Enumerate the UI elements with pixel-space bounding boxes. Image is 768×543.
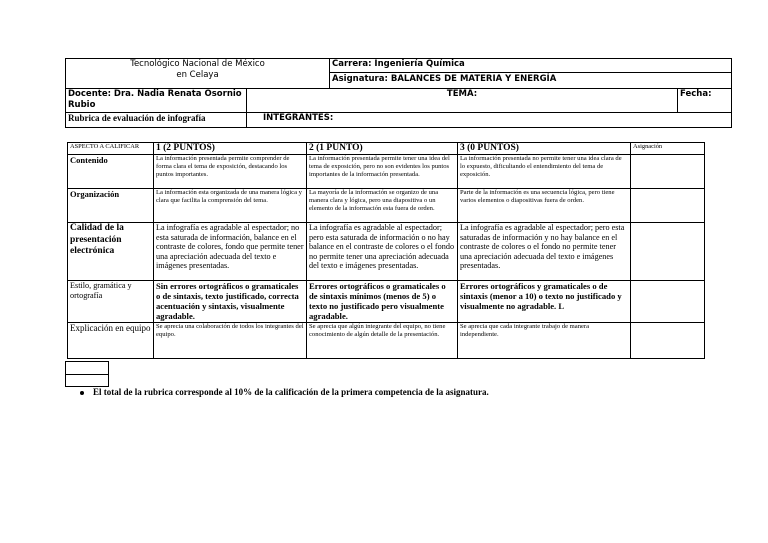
score-header: Asignación: [631, 143, 705, 155]
docente-name: Docente: Dra. Nadia Renata Osornio: [68, 89, 242, 99]
criterion-cell: Se aprecia que cada integrante trabajo de manera independiente.: [458, 323, 631, 359]
level-3-header: 3 (0 PUNTOS): [458, 143, 631, 155]
carrera-label: Carrera: Ingeniería Química: [330, 59, 731, 73]
total-box: [65, 361, 109, 375]
aspect-label: Organización: [68, 189, 154, 223]
criterion-cell: La información presentada permite comprender de forma clara el tema de exposición, destacando los puntos importantes.: [154, 155, 307, 189]
bullet-icon: [80, 391, 84, 395]
institution-name: Tecnológico Nacional de México: [130, 59, 265, 69]
score-cell: [631, 155, 705, 189]
institution-cell: [66, 59, 330, 89]
aspect-label: Explicación en equipo: [68, 323, 154, 359]
score-cell: [631, 223, 705, 281]
criterion-cell: Se aprecia una colaboración de todos los integrantes del equipo.: [154, 323, 307, 359]
footer-note-text: El total de la rubrica corresponde al 10% de la calificación de la primera competencia de la asignatura.: [93, 387, 489, 397]
level-2-header: 2 (1 PUNTO): [307, 143, 458, 155]
criterion-cell: Se aprecia que algún integrante del equipo, no tiene conocimiento de algún detalle de la presentación.: [307, 323, 458, 359]
criterion-cell: La información presentada no permite tener una idea clara de lo expuesto, dificultando el entendimiento del tema de exposición.: [458, 155, 631, 189]
table-row: [68, 223, 705, 281]
aspect-label: Calidad de la presentación electrónica: [68, 223, 154, 281]
score-cell: [631, 189, 705, 223]
criterion-cell: Errores ortográficos o gramaticales o de sintaxis mínimos (menos de 5) o texto no justificado pero visualmente agradable.: [307, 281, 458, 323]
institution-city: en Celaya: [176, 70, 219, 80]
table-row: [68, 155, 705, 189]
criterion-cell: La infografía es agradable al espectador; pero esta saturadas de información y no hay balance en el contraste de colores o el fondo no permite tener una apreciación adecuada del texto e imágenes presentadas.: [458, 223, 631, 281]
criterion-cell: La mayoría de la información se organizo de una manera clara y lógica, pero una diapositiva o un elemento de la información esta fuera de orden.: [307, 189, 458, 223]
score-cell: [631, 323, 705, 359]
table-row: [68, 281, 705, 323]
asignatura-label: Asignatura: BALANCES DE MATERIA Y ENERGÍA: [332, 74, 557, 84]
criterion-cell: La infografía es agradable al espectador; no esta saturada de información, balance en el contraste de colores, fondo que permite tener una apreciación adecuada del texto e imágenes presentadas.: [154, 223, 307, 281]
table-row: [68, 323, 705, 359]
criterion-cell: La infografía es agradable al espectador; pero esta saturada de información o no hay balance en el contraste de colores o el fondo no permite tener una apreciación adecuada del texto e imágenes presentadas.: [307, 223, 458, 281]
total-box: [65, 374, 109, 387]
rubric-table: [67, 142, 705, 359]
criterion-cell: Parte de la información es una secuencia lógica, pero tiene varios elementos o diapositivas fuera de orden.: [458, 189, 631, 223]
criterion-cell: La información presentada permite tener una idea del tema de exposición, pero no son evidentes los puntos importantes de la información presentada.: [307, 155, 458, 189]
level-1-header: 1 (2 PUNTOS): [154, 143, 307, 155]
header-table: [65, 58, 732, 128]
tema-field: TEMA:: [247, 89, 678, 113]
aspect-label: Contenido: [68, 155, 154, 189]
aspect-label: Estilo, gramática y ortografía: [68, 281, 154, 323]
criterion-cell: La información esta organizada de una manera lógica y clara que facilita la comprensión del tema.: [154, 189, 307, 223]
footer-note: [80, 387, 489, 397]
table-row: [68, 189, 705, 223]
docente-cell: [66, 89, 247, 113]
docente-surname: Rubio: [68, 100, 96, 110]
integrantes-field: INTEGRANTES:: [247, 113, 732, 128]
rubrica-title: Rubrica de evaluación de infografía: [66, 113, 247, 128]
fecha-field: Fecha:: [678, 89, 732, 113]
criterion-cell: Sin errores ortográficos o gramaticales o de sintaxis, texto justificado, correcta acentuación y sintaxis, visualmente agradable.: [154, 281, 307, 323]
score-cell: [631, 281, 705, 323]
criterion-cell: Errores ortográficos y gramaticales o de sintaxis (menor a 10) o texto no justificado y visualmente no agradable. L: [458, 281, 631, 323]
program-cell: [330, 59, 732, 89]
aspect-header: ASPECTO A CALIFICAR: [68, 143, 154, 155]
